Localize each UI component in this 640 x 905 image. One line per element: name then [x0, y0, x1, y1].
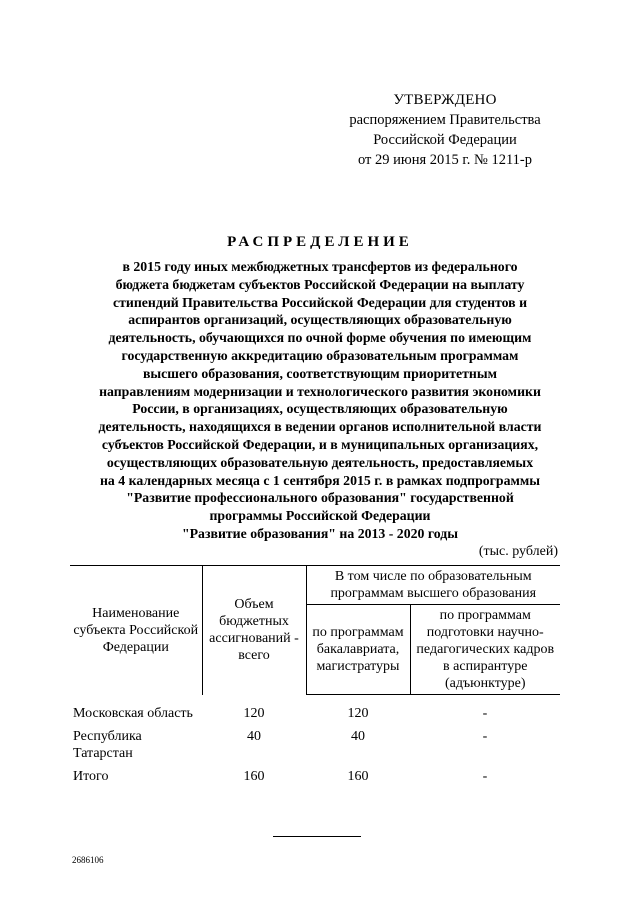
postgrad-cell: -	[482, 769, 488, 784]
subtitle-line: деятельность, находящихся в ведении органов исполнительной власти	[98, 419, 542, 435]
document-title: РАСПРЕДЕЛЕНИЕ	[227, 234, 413, 250]
table-row-total	[70, 768, 560, 791]
approval-stamp	[330, 90, 560, 170]
subtitle-line: стипендий Правительства Российской Федерации для студентов и	[112, 294, 528, 310]
region-name-cell: Итого	[73, 769, 109, 784]
approval-line-2: Российской Федерации	[373, 132, 517, 148]
approval-line-1: распоряжением Правительства	[349, 112, 541, 128]
subtitle-line: высшего образования, соответствующим приоритетным	[142, 365, 498, 381]
total-cell: 120	[243, 705, 265, 721]
region-name-cell: Республика Татарстан	[73, 729, 142, 761]
header-bachelor-master: по программам бакалавриата, магистратуры	[306, 605, 410, 695]
units-label: (тыс. рублей)	[478, 544, 558, 559]
subtitle-line: осуществляющих образовательную деятельность, предоставляемых	[106, 454, 534, 470]
subtitle-line: программы Российской Федерации	[209, 508, 431, 524]
bachelor-cell: 40	[351, 729, 365, 744]
table-row	[70, 695, 560, 729]
subtitle-line: России, в организациях, осуществляющих образовательную	[132, 401, 508, 417]
document-code: 2686106	[72, 855, 104, 865]
subtitle-line: "Развитие профессионального образования" государственной	[126, 490, 514, 506]
end-divider-line	[273, 836, 361, 837]
subtitle-line: деятельность, обучающихся по очной форме обучения по имеющим	[108, 330, 532, 346]
region-name-cell: Московская область	[73, 705, 193, 721]
subtitle-line: бюджета бюджетам субъектов Российской Федерации на выплату	[115, 276, 525, 292]
header-postgraduate: по программам подготовки научно-педагогических кадров в аспирантуре (адъюнктуре)	[410, 605, 560, 695]
bachelor-cell: 160	[347, 769, 369, 784]
approval-title: УТВЕРЖДЕНО	[393, 92, 497, 108]
total-cell: 40	[247, 729, 261, 744]
document-subtitle	[70, 258, 570, 543]
approval-line-3: от 29 июня 2015 г. № 1211-р	[358, 152, 532, 168]
subtitle-line: направлениям модернизации и технологического развития экономики	[99, 383, 541, 399]
subtitle-line: "Развитие образования" на 2013 - 2020 годы	[181, 525, 459, 541]
postgrad-cell: -	[482, 729, 488, 744]
header-region-name: Наименование субъекта Российской Федерации	[70, 566, 202, 695]
bachelor-cell: 120	[347, 706, 369, 721]
postgrad-cell: -	[482, 706, 488, 721]
total-cell: 160	[243, 769, 265, 784]
subtitle-line: на 4 календарных месяца с 1 сентября 2015 г. в рамках подпрограммы	[99, 472, 541, 488]
header-higher-education-group: В том числе по образовательным программам высшего образования	[306, 566, 560, 605]
distribution-table	[70, 565, 560, 791]
table-row	[70, 728, 560, 768]
subtitle-line: государственную аккредитацию образовательным программам	[121, 347, 519, 363]
subtitle-line: субъектов Российской Федерации, и в муниципальных организациях,	[101, 436, 539, 452]
subtitle-line: в 2015 году иных межбюджетных трансфертов из федерального	[122, 259, 518, 274]
header-total-budget: Объем бюджетных ассигнований - всего	[202, 566, 306, 695]
subtitle-line: аспирантов организаций, осуществляющих образовательную	[128, 312, 512, 328]
